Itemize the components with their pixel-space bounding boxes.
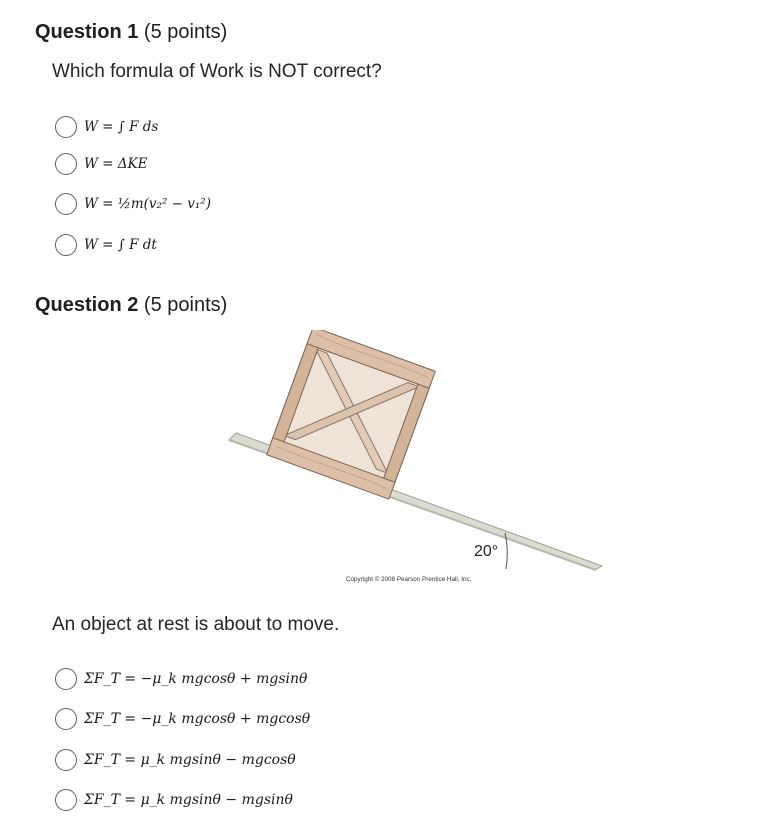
q2-option-3[interactable] (55, 747, 296, 773)
angle-label: 20° (474, 543, 499, 560)
q1-option-3-formula: W = ½m(v₂² − v₁²) (84, 196, 211, 212)
q1-option-4-formula: W = ∫ F dt (84, 237, 157, 253)
q1-option-2-formula: W = ΔKE (84, 156, 148, 172)
q2-option-3-radio[interactable] (55, 749, 77, 771)
q1-option-3-radio[interactable] (55, 193, 77, 215)
q1-option-2-radio[interactable] (55, 153, 77, 175)
question-2-prompt: An object at rest is about to move. (52, 614, 340, 635)
q1-option-4[interactable] (55, 232, 157, 258)
copyright-text: Copyright © 2008 Pearson Prentice Hall, Inc. (346, 576, 472, 583)
question-2-points: (5 points) (143, 294, 228, 316)
q1-option-4-radio[interactable] (55, 234, 77, 256)
question-1-points: (5 points) (143, 21, 228, 43)
q2-option-4-radio[interactable] (55, 789, 77, 811)
wooden-crate (267, 330, 436, 499)
q1-option-1-formula: W = ∫ F ds (84, 119, 159, 135)
question-1-label: Question 1 (35, 21, 139, 43)
q2-option-3-formula: ΣF_T = μ_k mgsinθ − mgcosθ (84, 752, 296, 768)
q1-option-1[interactable] (55, 114, 158, 140)
q2-option-4-formula: ΣF_T = μ_k mgsinθ − mgsinθ (84, 792, 293, 808)
question-1-prompt: Which formula of Work is NOT correct? (52, 61, 382, 82)
question-2-label: Question 2 (35, 294, 139, 316)
q2-option-1-formula: ΣF_T = −μ_k mgcosθ + mgsinθ (84, 671, 308, 687)
q2-option-2-radio[interactable] (55, 708, 77, 730)
q2-option-1-radio[interactable] (55, 668, 77, 690)
question-2-title (35, 294, 227, 317)
q2-option-1[interactable] (55, 666, 307, 692)
q2-option-4[interactable] (55, 787, 293, 813)
incline-crate-figure (222, 330, 607, 590)
q2-option-2[interactable] (55, 706, 310, 732)
q1-option-3[interactable] (55, 191, 211, 217)
question-1-title (35, 21, 227, 44)
q1-option-1-radio[interactable] (55, 116, 77, 138)
q1-option-2[interactable] (55, 151, 147, 177)
q2-option-2-formula: ΣF_T = −μ_k mgcosθ + mgcosθ (84, 711, 311, 727)
